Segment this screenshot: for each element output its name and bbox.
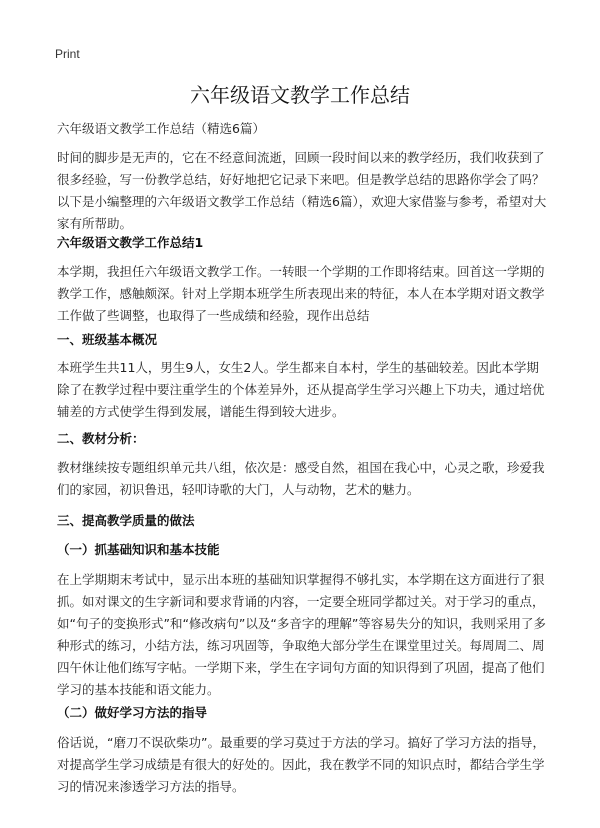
intro-paragraph: 时间的脚步是无声的，它在不经意间流逝，回顾一段时间以来的教学经历，我们收获到了很多经验，写一份教学总结，好好地把它记录下来吧。但是教学总结的思路你学会了吗？以下是小编整理的六年级语文教学工作总结（精选6篇），欢迎大家借鉴与参考，希望对大家有所帮助。 — [57, 150, 547, 231]
learning-methods-paragraph: 俗话说，“磨刀不误砍柴功”。最重要的学习莫过于方法的学习。搞好了学习方法的指导，对提高学生学习成绩是有很大的好处的。因此，我在教学不同的知识点时，都结合学生学习的情况来渗透学习方法的指导。 — [57, 735, 545, 794]
class-overview-paragraph: 本班学生共11人，男生9人，女生2人。学生都来自本村，学生的基础较差。因此本学期除了在教学过程中要注重学生的个体差异外，还从提高学生学习兴趣上下功夫，通过培优辅差的方式使学生得到发展，谱能生得到较大进步。 — [57, 360, 545, 419]
textbook-analysis-paragraph: 教材继续按专题组织单元共八组，依次是：感受自然，祖国在我心中，心灵之歌，珍爱我们的家园，初识鲁迅，轻叩诗歌的大门，人与动物，艺术的魅力。 — [57, 460, 545, 497]
heading-quality-methods: 三、提高教学质量的做法 — [57, 513, 195, 528]
subtitle: 六年级语文教学工作总结（精选6篇） — [57, 121, 265, 136]
heading-basics: （一）抓基础知识和基本技能 — [57, 542, 220, 557]
basics-paragraph: 在上学期期末考试中，显示出本班的基础知识掌握得不够扎实，本学期在这方面进行了狠抓。如对课文的生字新词和要求背诵的内容，一定要全班同学都过关。对于学习的重点，如“句子的变换形式”和“修改病句”以及“多音字的理解”等容易失分的知识，我则采用了多种形式的练习，小结方法，练习巩固等，争取绝大部分学生在课堂里过关。每周周二、周四午休让他们练写字帖。一学期下来，学生在字词句方面的知识得到了巩固，提高了他们学习的基本技能和语文能力。 — [57, 572, 546, 697]
print-link[interactable]: Print — [55, 47, 80, 61]
heading-textbook-analysis: 二、教材分析： — [57, 431, 145, 446]
heading-learning-methods: （二）做好学习方法的指导 — [57, 705, 208, 720]
heading-class-overview: 一、班级基本概况 — [57, 332, 158, 347]
section-heading: 六年级语文教学工作总结1 — [57, 235, 204, 250]
page-title: 六年级语文教学工作总结 — [190, 83, 410, 107]
section-paragraph: 本学期，我担任六年级语文教学工作。一转眼一个学期的工作即将结束。回首这一学期的教学工作，感触颇深。针对上学期本班学生所表现出来的特征，本人在本学期对语文教学工作做了些调整，也取得了一些成绩和经验，现作出总结 — [57, 264, 545, 323]
